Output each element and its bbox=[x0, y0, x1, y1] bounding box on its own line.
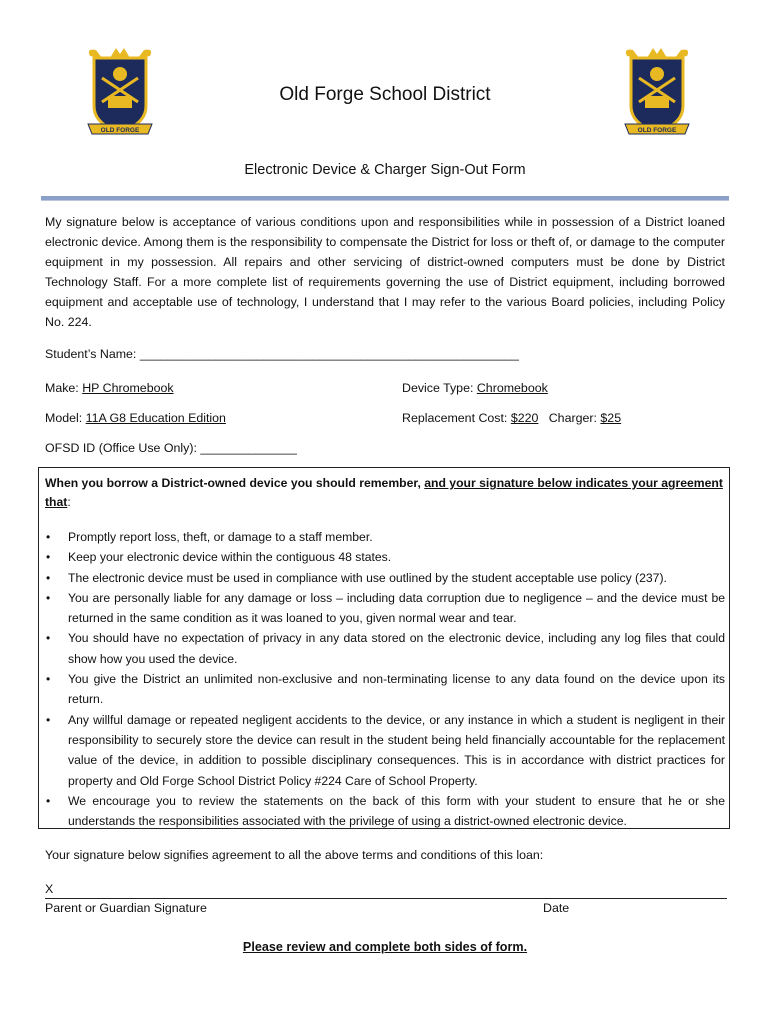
student-name-field[interactable]: _______________________________________________________ bbox=[139, 347, 519, 361]
list-item: • You are personally liable for any damage or loss – including data corruption due to negligence – and the device must be returned in the same condition as it was loaned to you, given normal wear and tear. bbox=[39, 588, 729, 629]
agreement-box bbox=[38, 467, 730, 829]
list-item: • We encourage you to review the statements on the back of this form with your student to ensure that he or she understands the responsibilities associated with the privilege of using a district-owned electronic device. bbox=[39, 791, 729, 832]
make-row bbox=[45, 381, 174, 395]
make-label: Make: bbox=[45, 381, 79, 395]
model-label: Model: bbox=[45, 411, 83, 425]
charger-label: Charger: bbox=[548, 411, 597, 425]
ofsd-id-row bbox=[45, 441, 297, 455]
replacement-cost-value: $220 bbox=[510, 411, 539, 425]
list-item: • You give the District an unlimited non-exclusive and non-terminating license to any data found on the device upon its return. bbox=[39, 669, 729, 710]
model-value: 11A G8 Education Edition bbox=[85, 411, 226, 425]
agreement-heading-underlined: and your signature below indicates your agreement bbox=[424, 476, 723, 490]
agreement-heading-colon: : bbox=[67, 495, 71, 509]
header-divider bbox=[41, 196, 729, 201]
agreement-heading-that: that bbox=[45, 495, 68, 509]
form-subtitle: Electronic Device & Charger Sign-Out Form bbox=[244, 162, 526, 178]
signature-x-mark: X bbox=[45, 882, 54, 896]
list-item: • Promptly report loss, theft, or damage to a staff member. bbox=[39, 527, 729, 547]
make-value: HP Chromebook bbox=[82, 381, 174, 395]
charger-value: $25 bbox=[600, 411, 622, 425]
intro-paragraph: My signature below is acceptance of various conditions upon and responsibilities while in possession of a District loaned electronic device. Among them is the responsibility to compensate the District for loss or theft of, or damage to the computer equipment in my possession. All repairs and other servicing of district-owned computers must be done by District Technology Staff. For a more complete list of requirements governing the use of District equipment, including borrowed equipment and acceptable use of technology, I understand that I may refer to the various Board policies, including Policy No. 224. bbox=[45, 215, 725, 329]
page-title: Old Forge School District bbox=[279, 84, 491, 105]
list-item: • Keep your electronic device within the contiguous 48 states. bbox=[39, 547, 729, 567]
model-row bbox=[45, 411, 226, 425]
agreement-heading-bold: When you borrow a District-owned device you should remember, bbox=[45, 476, 421, 490]
cost-row bbox=[402, 411, 621, 425]
list-item: • You should have no expectation of privacy in any data stored on the electronic device, including any log files that could show how you used the device. bbox=[39, 628, 729, 669]
list-item: • Any willful damage or repeated negligent accidents to the device, or any instance in which a student is negligent in their responsibility to securely store the device can result in the student being held financially accountable for the replacement value of the device, in addition to possible disciplinary consequences. This is in accordance with district practices for property and Old Forge School District Policy #224 Care of School Property. bbox=[39, 710, 729, 791]
footer-note: Please review and complete both sides of form. bbox=[242, 940, 528, 954]
list-item: • The electronic device must be used in compliance with use outlined by the student acceptable use policy (237). bbox=[39, 568, 729, 588]
signature-line[interactable] bbox=[45, 898, 727, 899]
agreement-list bbox=[39, 527, 729, 831]
student-name-label: Student’s Name: bbox=[45, 347, 137, 361]
date-label: Date bbox=[543, 901, 570, 915]
agreement-statement: Your signature below signifies agreement to all the above terms and conditions of this loan: bbox=[45, 848, 544, 862]
device-type-row bbox=[402, 381, 548, 395]
ofsd-id-label: OFSD ID (Office Use Only): bbox=[45, 441, 197, 455]
replacement-cost-label: Replacement Cost: bbox=[402, 411, 508, 425]
agreement-heading bbox=[45, 474, 725, 512]
device-type-label: Device Type: bbox=[402, 381, 474, 395]
student-name-row bbox=[45, 347, 519, 361]
svg-text:OLD FORGE: OLD FORGE bbox=[100, 127, 140, 134]
device-type-value: Chromebook bbox=[476, 381, 548, 395]
ofsd-id-field[interactable]: ______________ bbox=[200, 441, 297, 455]
parent-signature-label: Parent or Guardian Signature bbox=[45, 901, 207, 915]
svg-text:OLD FORGE: OLD FORGE bbox=[637, 127, 677, 134]
